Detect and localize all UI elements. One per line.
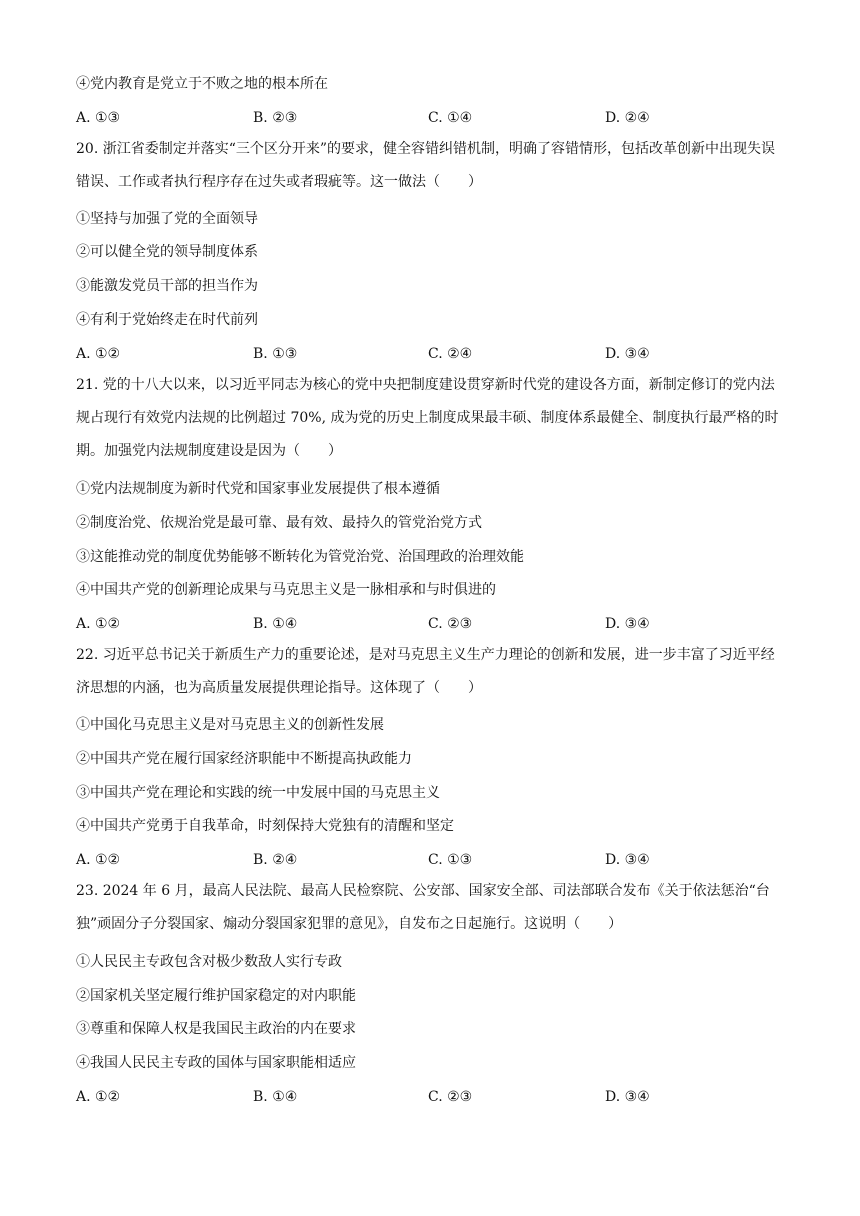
q22-item-1: ①中国化马克思主义是对马克思主义的创新性发展	[76, 717, 384, 733]
q23-option-a: A. ①②	[76, 1089, 121, 1105]
q21-item-3: ③这能推动党的制度优势能够不断转化为管党治党、治国理政的治理效能	[76, 549, 524, 565]
q23-option-d: D. ③④	[605, 1089, 650, 1105]
q23-options	[76, 1087, 788, 1107]
q23-item-3: ③尊重和保障人权是我国民主政治的内在要求	[76, 1021, 356, 1037]
q23-item-1: ①人民民主专政包含对极少数敌人实行专政	[76, 954, 342, 970]
q20-option-b: B. ①③	[253, 346, 298, 362]
q21-option-b: B. ①④	[253, 616, 298, 632]
q21-stem: 21. 党的十八大以来，以习近平同志为核心的党中央把制度建设贯穿新时代党的建设各方面，新制定修订的党内法规占现行有效党内法规的比例超过 70%, 成为党的历史上制度成果最丰硕、制度体系最健全、制度执行最严格的时期。加强党内法规制度建设是因为（ ）	[76, 377, 779, 459]
q23-item-2: ②国家机关坚定履行维护国家稳定的对内职能	[76, 988, 356, 1004]
q22-option-c: C. ①③	[428, 852, 473, 868]
q22-options	[76, 850, 788, 870]
q19-option-a: A. ①③	[76, 110, 121, 126]
q21-item-2: ②制度治党、依规治党是最可靠、最有效、最持久的管党治党方式	[76, 515, 482, 531]
q20-item-3: ③能激发党员干部的担当作为	[76, 278, 258, 294]
q23-option-c: C. ②③	[428, 1089, 473, 1105]
q23-option-b: B. ①④	[253, 1089, 298, 1105]
q23-stem: 23. 2024 年 6 月，最高人民法院、最高人民检察院、公安部、国家安全部、司法部联合发布《关于依法惩治“台独”顽固分子分裂国家、煽动分裂国家犯罪的意见》，自发布之日起施行。这说明（ ）	[76, 883, 770, 932]
q20-option-a: A. ①②	[76, 346, 121, 362]
q22-item-3: ③中国共产党在理论和实践的统一中发展中国的马克思主义	[76, 785, 440, 801]
q20-option-d: D. ③④	[605, 346, 650, 362]
q21-item-1: ①党内法规制度为新时代党和国家事业发展提供了根本遵循	[76, 481, 440, 497]
q21-option-a: A. ①②	[76, 616, 121, 632]
q20-options	[76, 344, 788, 364]
q22-option-b: B. ②④	[253, 852, 298, 868]
q21-options	[76, 614, 788, 634]
q19-item-4: ④党内教育是党立于不败之地的根本所在	[76, 76, 328, 92]
q22-stem: 22. 习近平总书记关于新质生产力的重要论述，是对马克思主义生产力理论的创新和发展，进一步丰富了习近平经济思想的内涵，也为高质量发展提供理论指导。这体现了（ ）	[76, 647, 775, 696]
q22-option-d: D. ③④	[605, 852, 650, 868]
q19-option-b: B. ②③	[253, 110, 298, 126]
q21-option-d: D. ③④	[605, 616, 650, 632]
q20-item-4: ④有利于党始终走在时代前列	[76, 312, 258, 328]
q19-options	[76, 108, 788, 128]
q22-item-4: ④中国共产党勇于自我革命，时刻保持大党独有的清醒和坚定	[76, 818, 454, 834]
q20-stem: 20. 浙江省委制定并落实“三个区分开来”的要求，健全容错纠错机制，明确了容错情形，包括改革创新中出现失误错误、工作或者执行程序存在过失或者瑕疵等。这一做法（ ）	[76, 141, 776, 190]
q21-item-4: ④中国共产党的创新理论成果与马克思主义是一脉相承和与时俱进的	[76, 582, 496, 598]
q22-option-a: A. ①②	[76, 852, 121, 868]
q19-option-d: D. ②④	[605, 110, 650, 126]
q20-item-1: ①坚持与加强了党的全面领导	[76, 211, 258, 227]
q22-item-2: ②中国共产党在履行国家经济职能中不断提高执政能力	[76, 751, 412, 767]
q21-option-c: C. ②③	[428, 616, 473, 632]
q20-option-c: C. ②④	[428, 346, 473, 362]
q19-option-c: C. ①④	[428, 110, 473, 126]
q20-item-2: ②可以健全党的领导制度体系	[76, 244, 258, 260]
q23-item-4: ④我国人民民主专政的国体与国家职能相适应	[76, 1055, 356, 1071]
